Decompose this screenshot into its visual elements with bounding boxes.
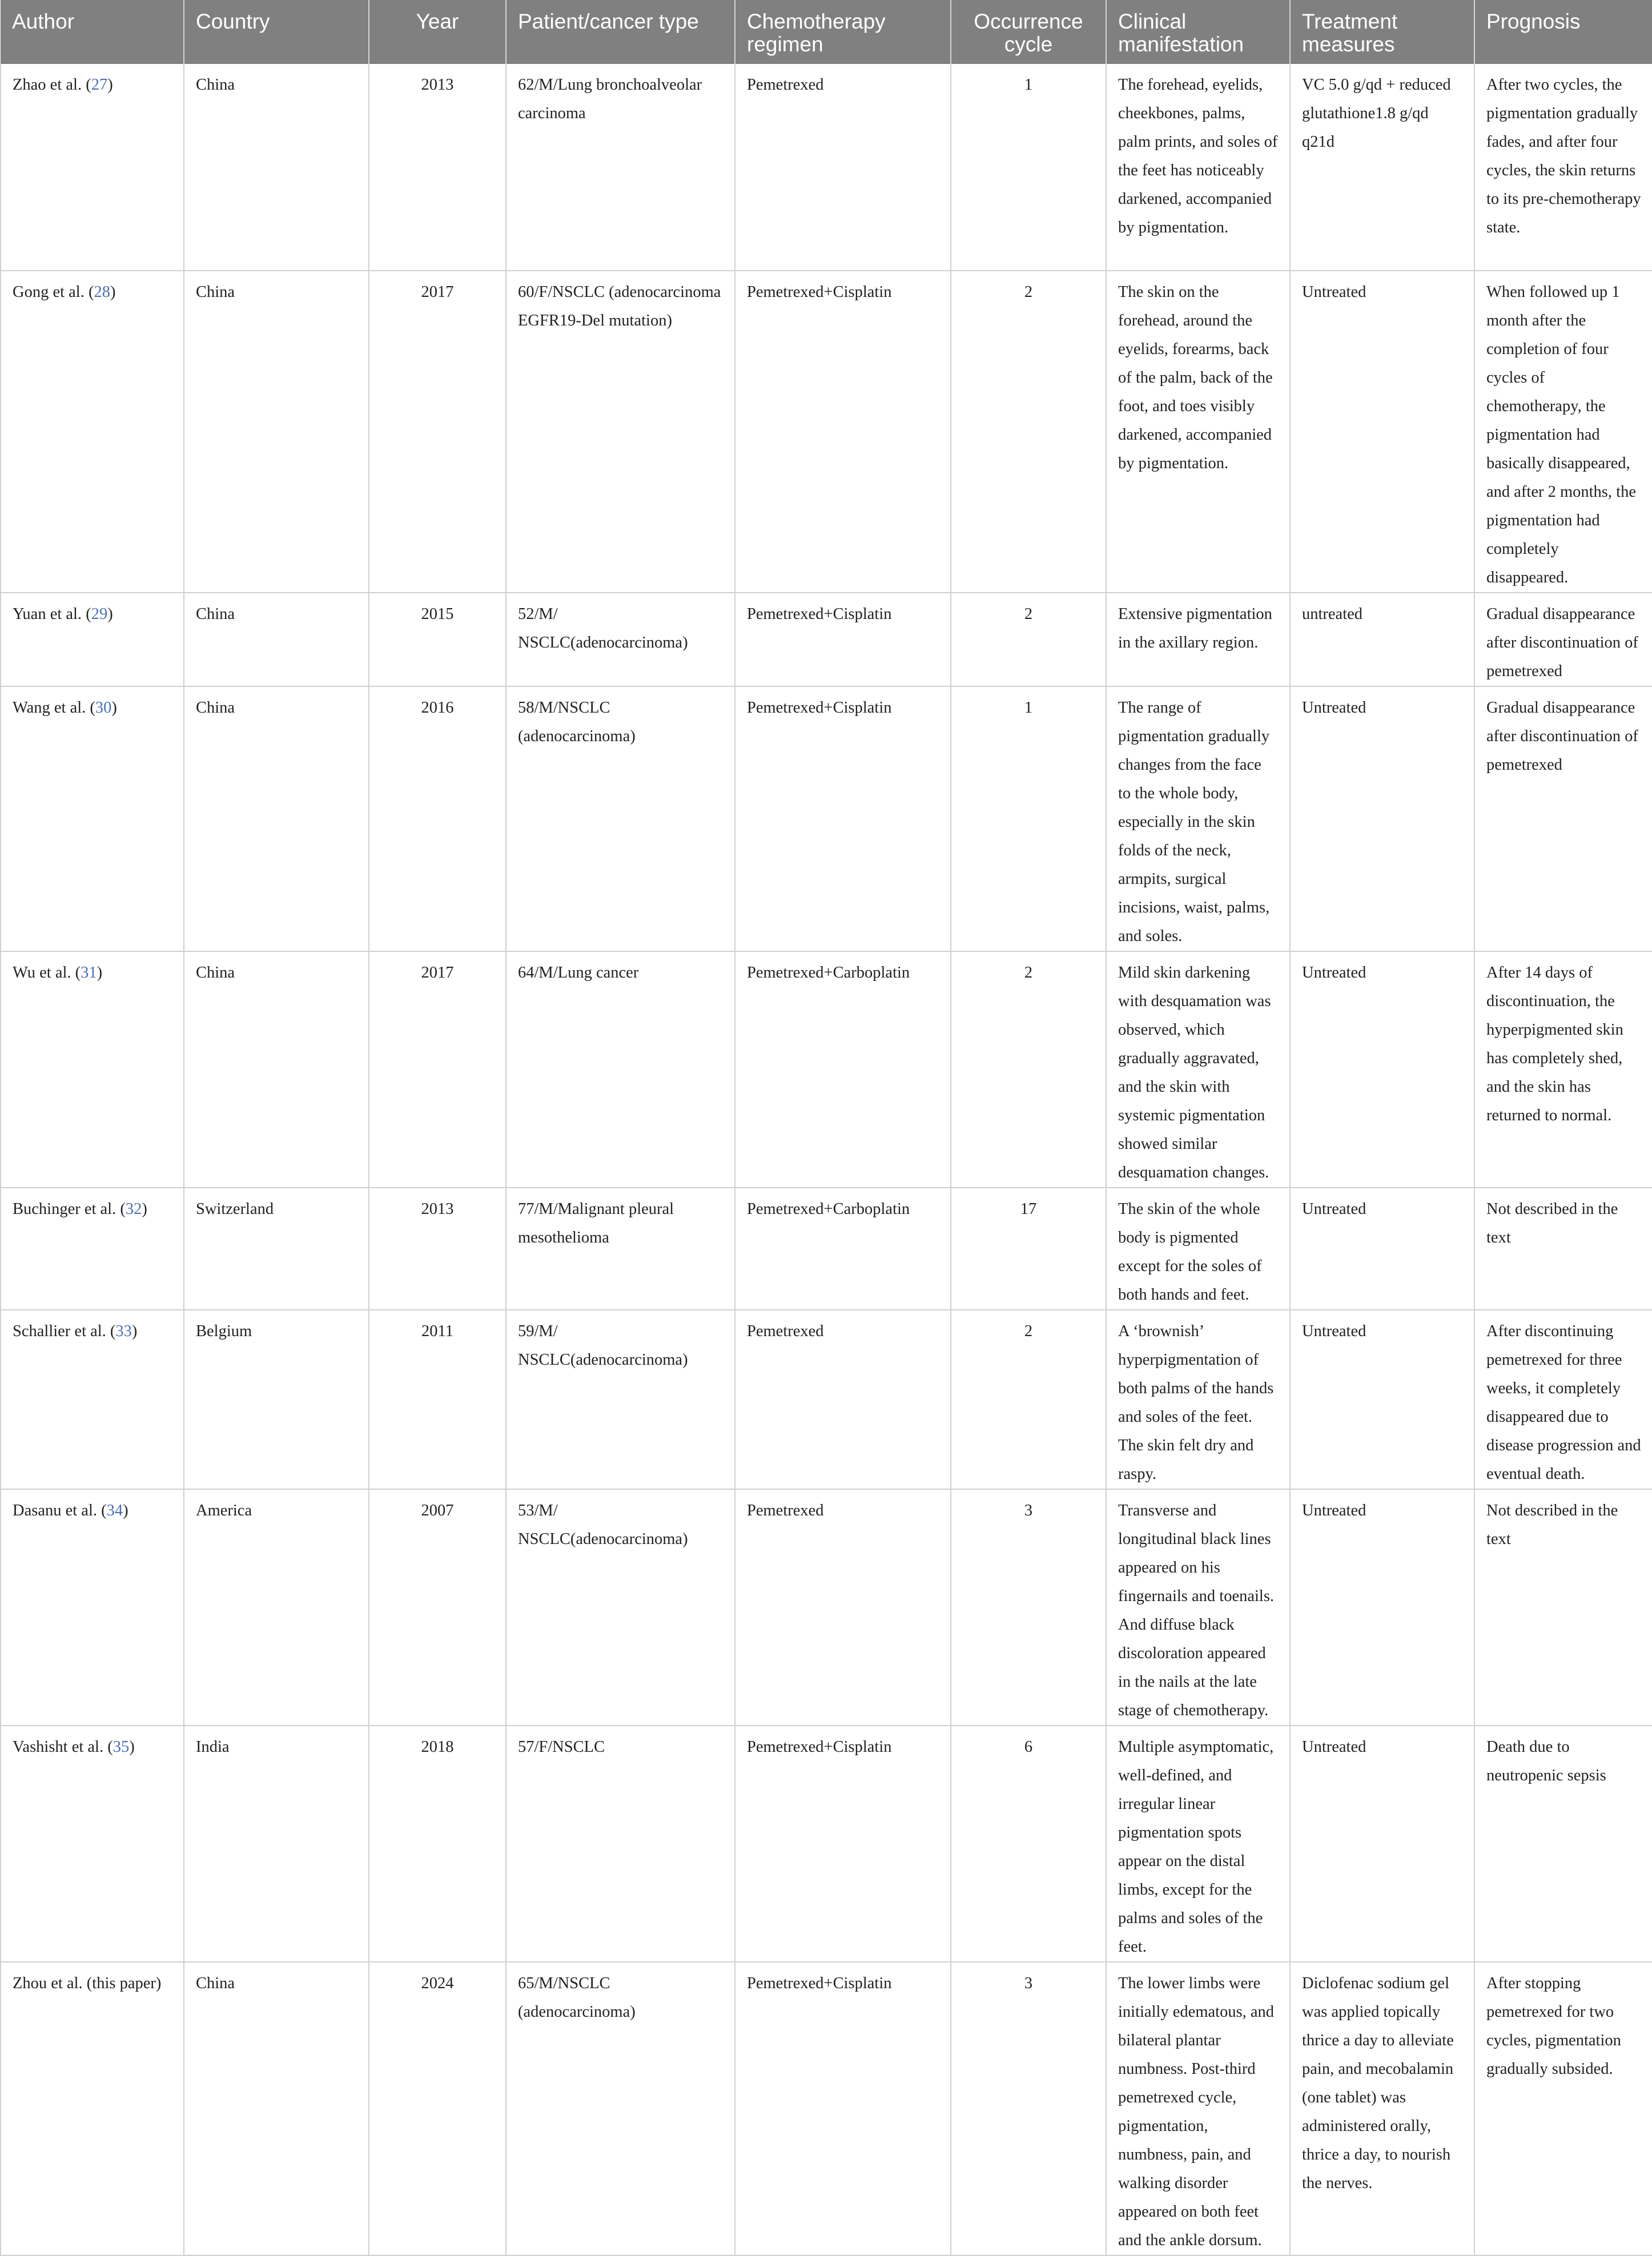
country-cell: America [184, 1489, 369, 1726]
regimen-cell: Pemetrexed+Carboplatin [735, 1188, 951, 1310]
cycle-cell: 3 [951, 1962, 1106, 2255]
reference-link[interactable]: 31 [81, 964, 97, 982]
author-name-end: ) [131, 1322, 138, 1340]
author-name-end: ) [107, 76, 113, 94]
author-name: Buchinger et al. ( [13, 1200, 126, 1218]
table-body [1, 64, 1652, 2255]
author-name: Dasanu et al. ( [13, 1502, 107, 1519]
treatment-cell: Untreated [1290, 271, 1474, 593]
author-name: Zhou et al. (this paper) [13, 1974, 162, 1992]
cycle-cell: 2 [951, 593, 1106, 686]
country-cell: China [184, 686, 369, 951]
manifestation-cell: Multiple asymptomatic, well-defined, and irregular linear pigmentation spots appear on the distal limbs, except for the palms and soles of the feet. [1106, 1726, 1290, 1962]
author-cell [1, 1962, 184, 2255]
prognosis-cell: After stopping pemetrexed for two cycles, pigmentation gradually subsided. [1474, 1962, 1652, 2255]
header-prognosis: Prognosis [1474, 0, 1652, 64]
header-row [1, 0, 1652, 64]
reference-link[interactable]: 34 [106, 1502, 123, 1519]
manifestation-cell: Transverse and longitudinal black lines appeared on his fingernails and toenails. And diffuse black discoloration appeared in the nails at the late stage of chemotherapy. [1106, 1489, 1290, 1726]
author-name: Wu et al. ( [13, 964, 81, 982]
table-header [1, 0, 1652, 64]
manifestation-cell: The skin of the whole body is pigmented except for the soles of both hands and feet. [1106, 1188, 1290, 1310]
treatment-cell: Untreated [1290, 1726, 1474, 1962]
country-cell: India [184, 1726, 369, 1962]
author-name: Vashisht et al. ( [13, 1738, 113, 1756]
prognosis-cell: After two cycles, the pigmentation gradually fades, and after four cycles, the skin returns to its pre-chemotherapy state. [1474, 64, 1652, 271]
author-name-end: ) [110, 283, 116, 301]
year-cell: 2017 [369, 951, 506, 1188]
year-cell: 2011 [369, 1310, 506, 1489]
year-cell: 2017 [369, 271, 506, 593]
regimen-cell: Pemetrexed [735, 1310, 951, 1489]
header-patient: Patient/cancer type [506, 0, 735, 64]
country-cell: China [184, 271, 369, 593]
regimen-cell: Pemetrexed [735, 64, 951, 271]
author-cell [1, 64, 184, 271]
treatment-cell: Untreated [1290, 1188, 1474, 1310]
patient-cell: 52/M/ NSCLC(adenocarcinoma) [506, 593, 735, 686]
table-row [1, 593, 1652, 686]
treatment-cell: Untreated [1290, 686, 1474, 951]
prognosis-cell: Not described in the text [1474, 1188, 1652, 1310]
author-name: Gong et al. ( [13, 283, 94, 301]
table-row [1, 951, 1652, 1188]
manifestation-cell: The range of pigmentation gradually changes from the face to the whole body, especially in the skin folds of the neck, armpits, surgical incisions, waist, palms, and soles. [1106, 686, 1290, 951]
author-cell [1, 1188, 184, 1310]
header-country: Country [184, 0, 369, 64]
prognosis-cell: When followed up 1 month after the completion of four cycles of chemotherapy, the pigmentation had basically disappeared, and after 2 months, the pigmentation had completely disappeared. [1474, 271, 1652, 593]
patient-cell: 57/F/NSCLC [506, 1726, 735, 1962]
patient-cell: 62/M/Lung bronchoalveolar carcinoma [506, 64, 735, 271]
year-cell: 2013 [369, 1188, 506, 1310]
cycle-cell: 1 [951, 64, 1106, 271]
year-cell: 2013 [369, 64, 506, 271]
country-cell: Switzerland [184, 1188, 369, 1310]
header-manifestation-line1: Clinical [1118, 10, 1187, 33]
regimen-cell: Pemetrexed+Cisplatin [735, 593, 951, 686]
regimen-cell: Pemetrexed [735, 1489, 951, 1726]
reference-link[interactable]: 29 [91, 605, 108, 623]
prognosis-cell: After discontinuing pemetrexed for three weeks, it completely disappeared due to disease progression and eventual death. [1474, 1310, 1652, 1489]
patient-cell: 77/M/Malignant pleural mesothelioma [506, 1188, 735, 1310]
author-name-end: ) [123, 1502, 128, 1519]
table-row [1, 1962, 1652, 2255]
header-cycle [951, 0, 1106, 64]
table-row [1, 1489, 1652, 1726]
table-row [1, 64, 1652, 271]
author-name-end: ) [111, 699, 117, 717]
table-row [1, 271, 1652, 593]
patient-cell: 65/M/NSCLC (adenocarcinoma) [506, 1962, 735, 2255]
reference-link[interactable]: 32 [125, 1200, 142, 1218]
header-author: Author [1, 0, 184, 64]
table-row [1, 1310, 1652, 1489]
treatment-cell: untreated [1290, 593, 1474, 686]
author-name-end: ) [107, 605, 113, 623]
patient-cell: 59/M/ NSCLC(adenocarcinoma) [506, 1310, 735, 1489]
author-name: Zhao et al. ( [13, 76, 91, 94]
reference-link[interactable]: 33 [115, 1322, 132, 1340]
table-row [1, 686, 1652, 951]
cycle-cell: 17 [951, 1188, 1106, 1310]
author-cell [1, 593, 184, 686]
author-cell [1, 686, 184, 951]
reference-link[interactable]: 28 [94, 283, 110, 301]
author-name-end: ) [97, 964, 103, 982]
author-name: Yuan et al. ( [13, 605, 91, 623]
manifestation-cell: The lower limbs were initially edematous, and bilateral plantar numbness. Post-third pemetrexed cycle, pigmentation, numbness, pain, and walking disorder appeared on both feet and the ankle dorsum. [1106, 1962, 1290, 2255]
regimen-cell: Pemetrexed+Cisplatin [735, 271, 951, 593]
patient-cell: 53/M/ NSCLC(adenocarcinoma) [506, 1489, 735, 1726]
table-row [1, 1188, 1652, 1310]
cycle-cell: 2 [951, 951, 1106, 1188]
cycle-cell: 6 [951, 1726, 1106, 1962]
country-cell: China [184, 593, 369, 686]
country-cell: China [184, 1962, 369, 2255]
treatment-cell: VC 5.0 g/qd + reduced glutathione1.8 g/qd q21d [1290, 64, 1474, 271]
author-name: Schallier et al. ( [13, 1322, 116, 1340]
country-cell: China [184, 64, 369, 271]
country-cell: China [184, 951, 369, 1188]
country-cell: Belgium [184, 1310, 369, 1489]
prognosis-cell: Death due to neutropenic sepsis [1474, 1726, 1652, 1962]
prognosis-cell: Gradual disappearance after discontinuation of pemetrexed [1474, 686, 1652, 951]
header-regimen [735, 0, 951, 64]
treatment-cell: Untreated [1290, 1489, 1474, 1726]
prognosis-cell: After 14 days of discontinuation, the hyperpigmented skin has completely shed, and the skin has returned to normal. [1474, 951, 1652, 1188]
manifestation-cell: The forehead, eyelids, cheekbones, palms, palm prints, and soles of the feet has noticeably darkened, accompanied by pigmentation. [1106, 64, 1290, 271]
author-name: Wang et al. ( [13, 699, 95, 717]
cycle-cell: 2 [951, 1310, 1106, 1489]
reference-link[interactable]: 30 [95, 699, 112, 717]
table-row [1, 1726, 1652, 1962]
author-cell [1, 1489, 184, 1726]
header-year: Year [369, 0, 506, 64]
patient-cell: 60/F/NSCLC (adenocarcinoma EGFR19-Del mutation) [506, 271, 735, 593]
manifestation-cell: A ‘brownish’ hyperpigmentation of both palms of the hands and soles of the feet. The skin felt dry and raspy. [1106, 1310, 1290, 1489]
year-cell: 2018 [369, 1726, 506, 1962]
manifestation-cell: Extensive pigmentation in the axillary region. [1106, 593, 1290, 686]
regimen-cell: Pemetrexed+Carboplatin [735, 951, 951, 1188]
regimen-cell: Pemetrexed+Cisplatin [735, 686, 951, 951]
author-cell [1, 271, 184, 593]
header-manifestation-line2: manifestation [1118, 33, 1244, 56]
header-manifestation [1106, 0, 1290, 64]
patient-cell: 64/M/Lung cancer [506, 951, 735, 1188]
year-cell: 2015 [369, 593, 506, 686]
reference-link[interactable]: 27 [91, 76, 108, 94]
manifestation-cell: Mild skin darkening with desquamation was observed, which gradually aggravated, and the skin with systemic pigmentation showed similar desquamation changes. [1106, 951, 1290, 1188]
reference-link[interactable]: 35 [112, 1738, 130, 1756]
author-name-end: ) [142, 1200, 147, 1218]
treatment-cell: Untreated [1290, 951, 1474, 1188]
cycle-cell: 3 [951, 1489, 1106, 1726]
manifestation-cell: The skin on the forehead, around the eyelids, forearms, back of the palm, back of the foot, and toes visibly darkened, accompanied by pigmentation. [1106, 271, 1290, 593]
header-treatment-line2: measures [1302, 33, 1395, 56]
patient-cell: 58/M/NSCLC (adenocarcinoma) [506, 686, 735, 951]
year-cell: 2024 [369, 1962, 506, 2255]
author-cell [1, 1310, 184, 1489]
author-name-end: ) [129, 1738, 135, 1756]
regimen-cell: Pemetrexed+Cisplatin [735, 1726, 951, 1962]
header-cycle-line2: cycle [1004, 33, 1053, 56]
author-cell [1, 1726, 184, 1962]
regimen-cell: Pemetrexed+Cisplatin [735, 1962, 951, 2255]
header-regimen-line1: Chemotherapy [747, 10, 886, 33]
prognosis-cell: Gradual disappearance after discontinuation of pemetrexed [1474, 593, 1652, 686]
author-cell [1, 951, 184, 1188]
cycle-cell: 2 [951, 271, 1106, 593]
year-cell: 2016 [369, 686, 506, 951]
header-treatment-line1: Treatment [1302, 10, 1398, 33]
header-cycle-line1: Occurrence [974, 10, 1083, 33]
treatment-cell: Untreated [1290, 1310, 1474, 1489]
cycle-cell: 1 [951, 686, 1106, 951]
header-regimen-line2: regimen [747, 33, 823, 56]
header-treatment [1290, 0, 1474, 64]
treatment-cell: Diclofenac sodium gel was applied topically thrice a day to alleviate pain, and mecobalamin (one tablet) was administered orally, thrice a day, to nourish the nerves. [1290, 1962, 1474, 2255]
prognosis-cell: Not described in the text [1474, 1489, 1652, 1726]
year-cell: 2007 [369, 1489, 506, 1726]
